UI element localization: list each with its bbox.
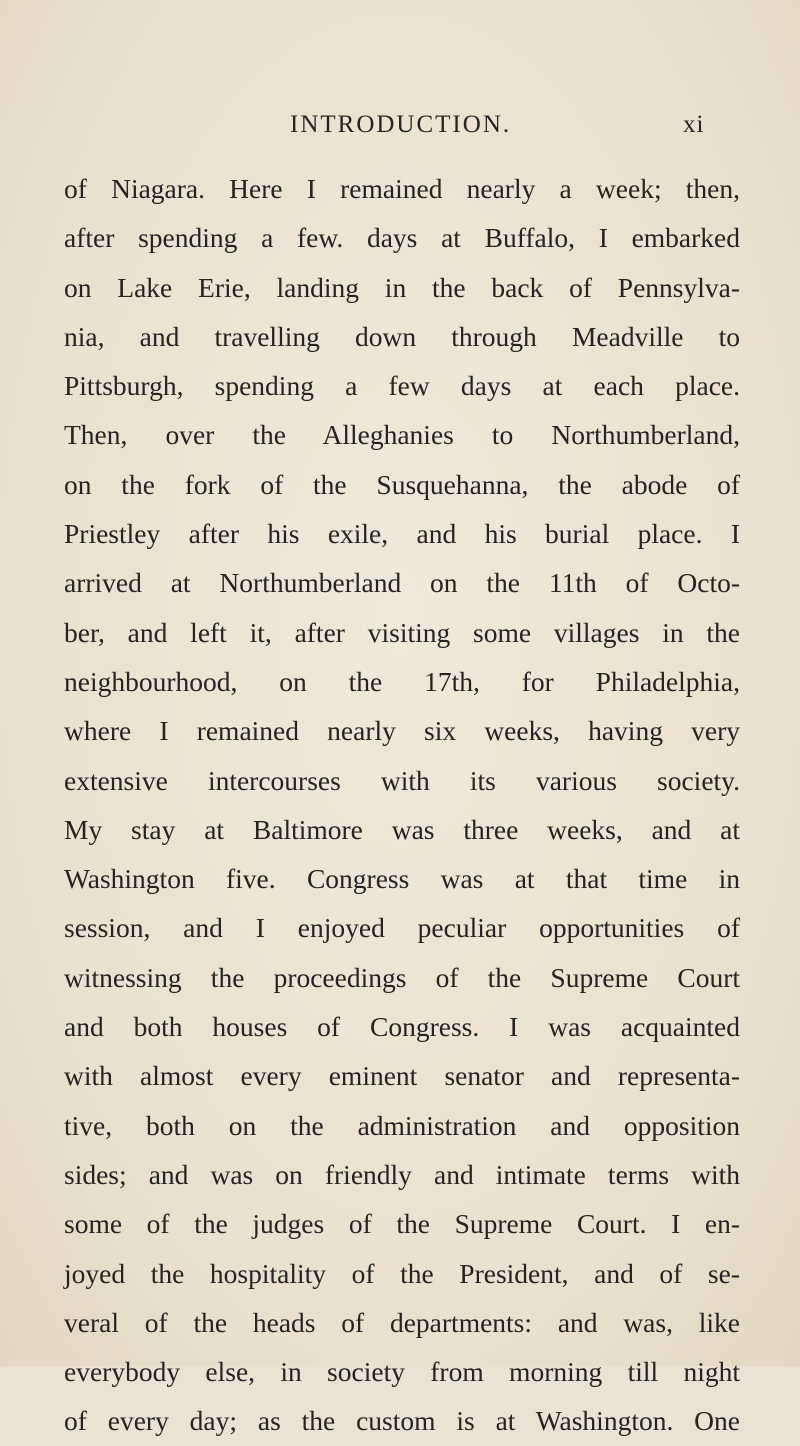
- text-line: of Niagara. Here I remained nearly a week; then,: [64, 173, 740, 204]
- text-line: on the fork of the Susquehanna, the abode of: [64, 468, 740, 500]
- text-line: where I remained nearly six weeks, having very: [64, 715, 740, 747]
- text-line: ber, and left it, after visiting some villages in the: [64, 616, 740, 648]
- text-line: session, and I enjoyed peculiar opportunities of: [64, 912, 740, 944]
- text-line: Washington five. Congress was at that time in: [64, 863, 740, 895]
- text-line: arrived at Northumberland on the 11th of Octo-: [64, 567, 740, 599]
- text-line: sides; and was on friendly and intimate terms with: [64, 1158, 740, 1190]
- text-line: and both houses of Congress. I was acquainted: [64, 1011, 740, 1043]
- text-line: Priestley after his exile, and his burial place. I: [64, 518, 740, 550]
- text-line: extensive intercourses with its various society.: [64, 764, 740, 796]
- body-text: [64, 164, 740, 1446]
- page-header: [0, 104, 800, 144]
- text-line: with almost every eminent senator and representa-: [64, 1060, 740, 1092]
- text-line: some of the judges of the Supreme Court. I en-: [64, 1208, 740, 1240]
- text-line: joyed the hospitality of the President, and of se-: [64, 1257, 740, 1289]
- text-line: of every day; as the custom is at Washington. One: [64, 1405, 740, 1437]
- running-head: INTRODUCTION.: [290, 111, 512, 138]
- text-line: nia, and travelling down through Meadville to: [64, 320, 740, 352]
- text-line: everybody else, in society from morning till night: [64, 1356, 740, 1388]
- text-line: witnessing the proceedings of the Supreme Court: [64, 961, 740, 993]
- text-line: veral of the heads of departments: and was, like: [64, 1306, 740, 1338]
- text-line: after spending a few. days at Buffalo, I embarked: [64, 222, 740, 254]
- text-line: My stay at Baltimore was three weeks, and at: [64, 813, 740, 845]
- text-line: tive, both on the administration and opposition: [64, 1109, 740, 1141]
- page-number: xi: [683, 111, 705, 138]
- text-line: Then, over the Alleghanies to Northumberland,: [64, 419, 740, 451]
- text-line: neighbourhood, on the 17th, for Philadelphia,: [64, 665, 740, 697]
- text-line: Pittsburgh, spending a few days at each place.: [64, 370, 740, 402]
- text-line: on Lake Erie, landing in the back of Pennsylva-: [64, 271, 740, 303]
